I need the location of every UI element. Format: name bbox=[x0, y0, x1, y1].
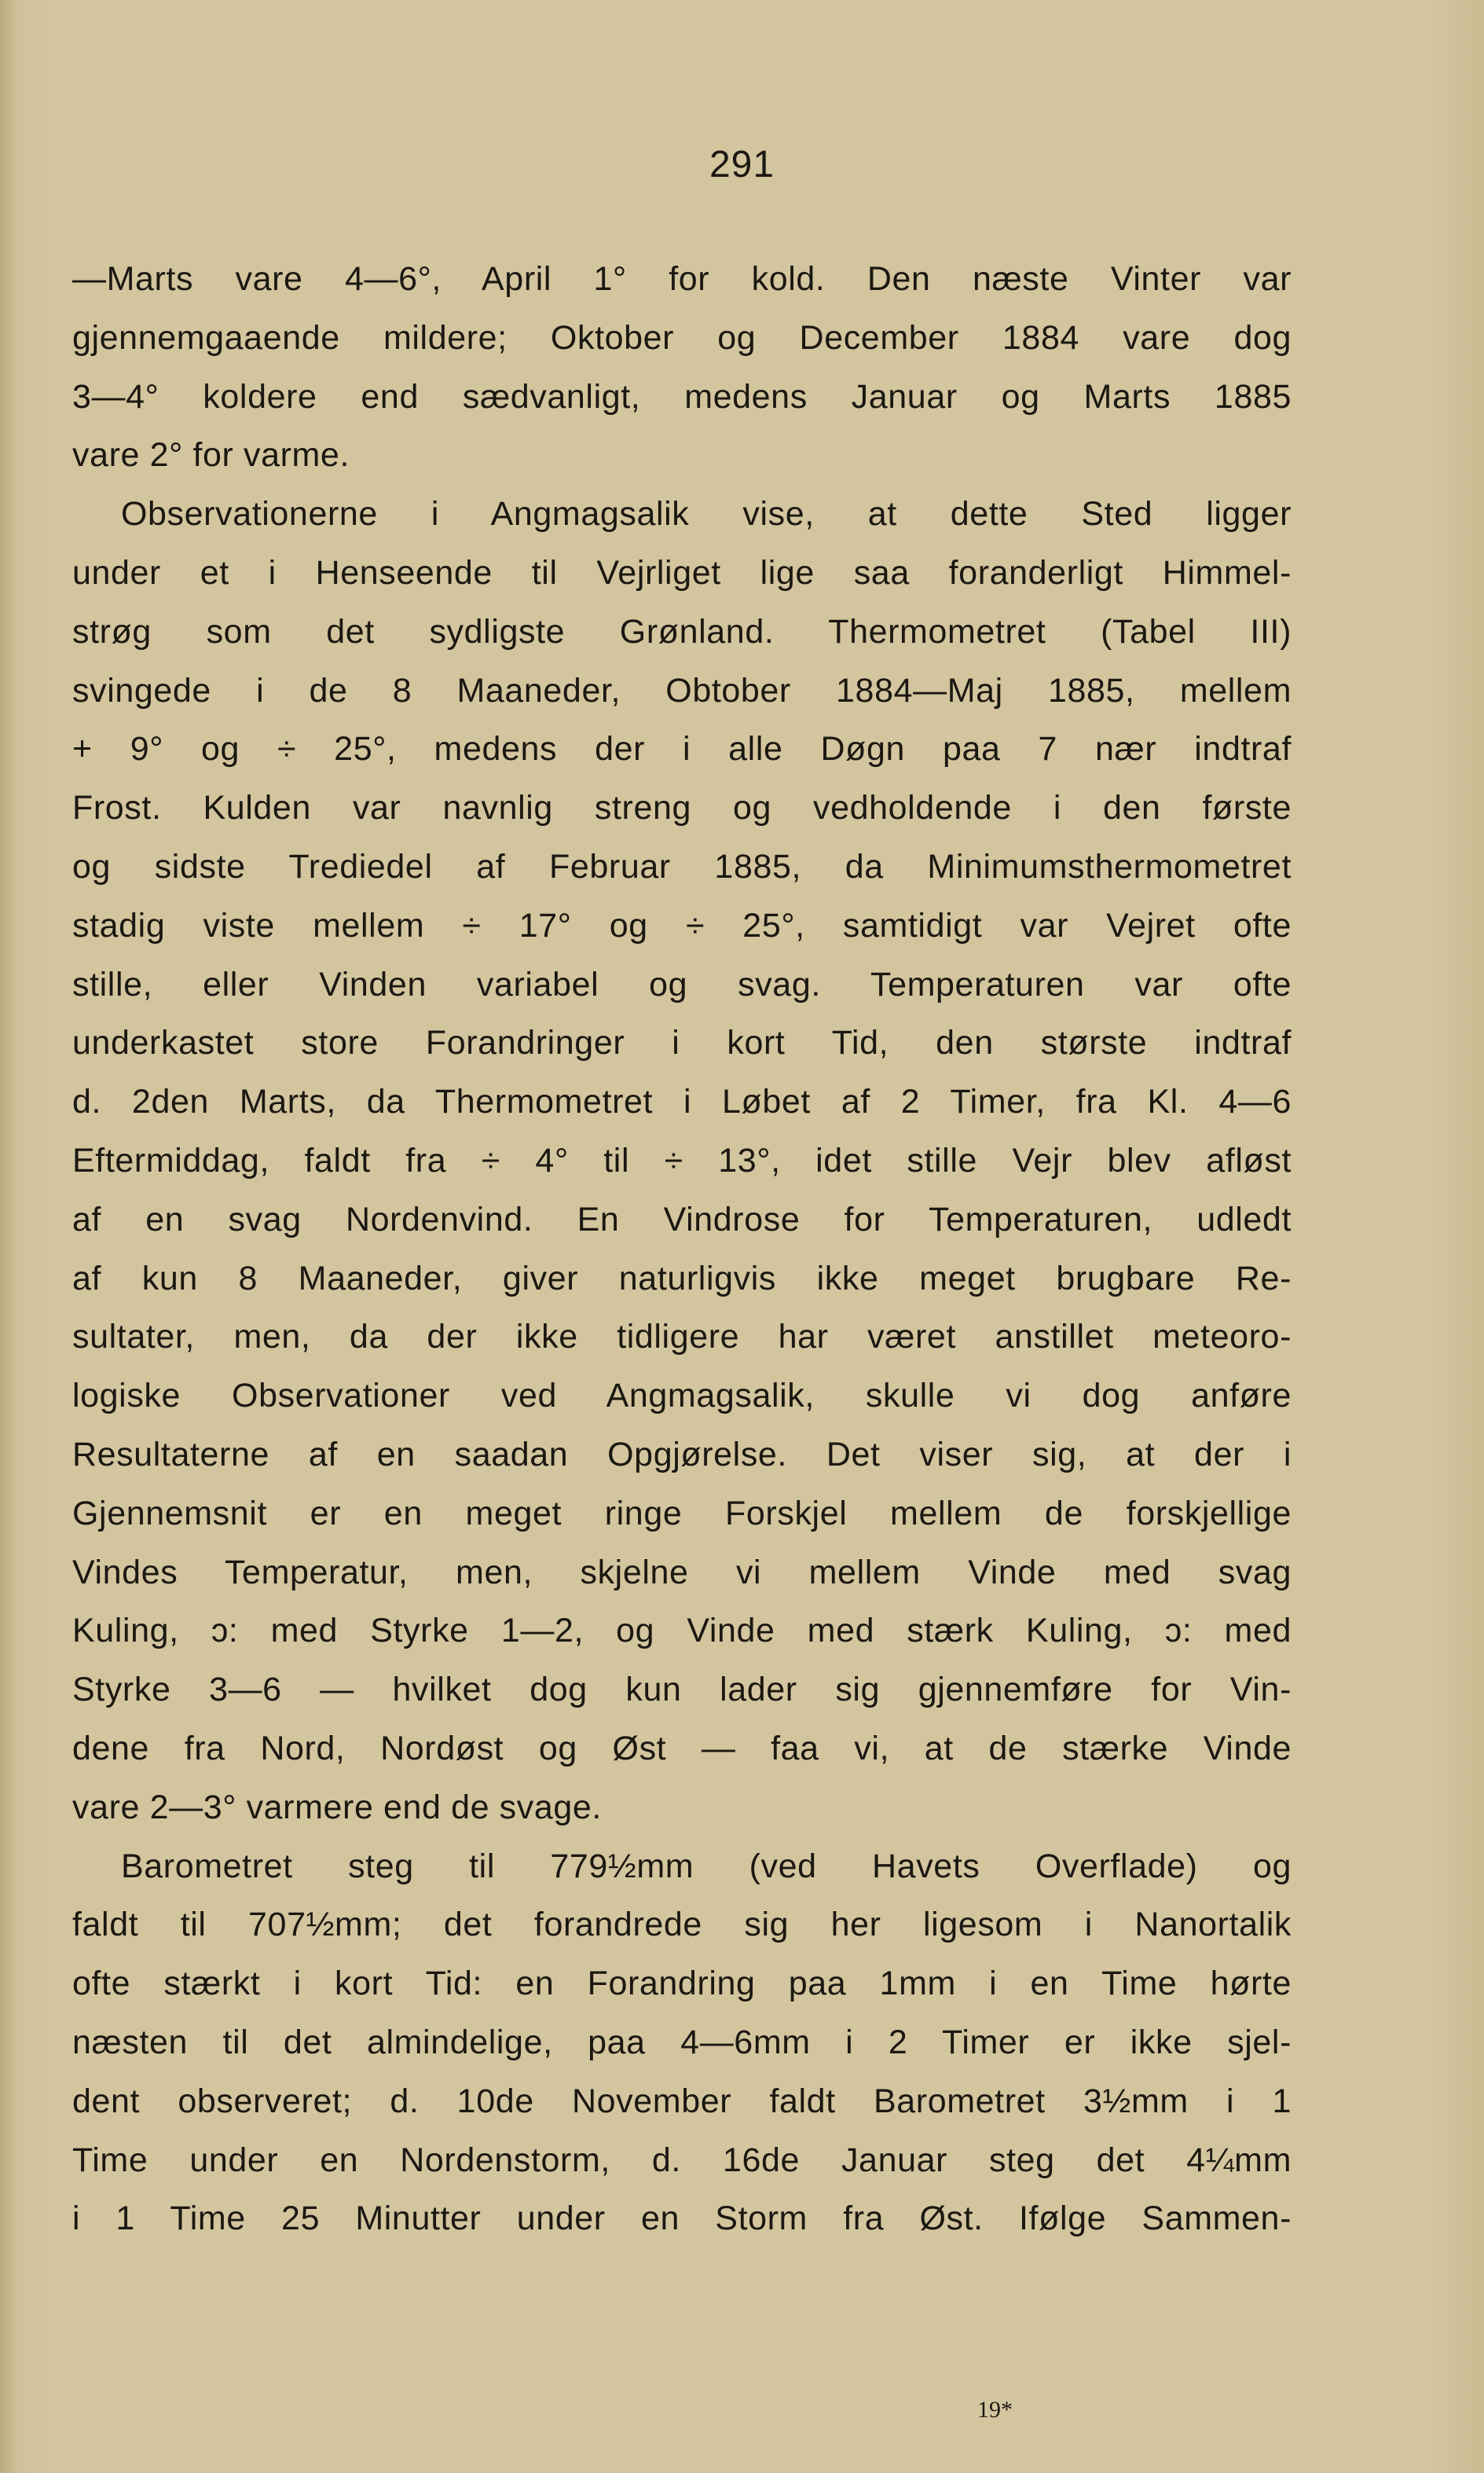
text-line: Kuling, ɔ: med Styrke 1—2, og Vinde med stærk Kuling, ɔ: med bbox=[72, 1612, 1292, 1650]
text-line: faldt til 707½mm; det forandrede sig her ligesom i Nanortalik bbox=[72, 1906, 1292, 1944]
text-line: under et i Henseende til Vejrliget lige saa foranderligt Himmel- bbox=[72, 553, 1292, 592]
text-line: Eftermiddag, faldt fra ÷ 4° til ÷ 13°, idet stille Vejr blev afløst bbox=[72, 1141, 1292, 1180]
text-line: dent observeret; d. 10de November faldt Barometret 3½mm i 1 bbox=[72, 2082, 1292, 2120]
text-line: + 9° og ÷ 25°, medens der i alle Døgn paa 7 nær indtraf bbox=[72, 730, 1292, 769]
text-line: underkastet store Forandringer i kort Tid, den største indtraf bbox=[72, 1024, 1292, 1062]
text-line: næsten til det almindelige, paa 4—6mm i 2 Timer er ikke sjel- bbox=[72, 2023, 1292, 2061]
text-line: af en svag Nordenvind. En Vindrose for Temperaturen, udledt bbox=[72, 1200, 1292, 1238]
signature-mark: 19* bbox=[977, 2397, 1013, 2423]
text-line: dene fra Nord, Nordøst og Øst — faa vi, at de stærke Vinde bbox=[72, 1729, 1292, 1767]
text-line: og sidste Trediedel af Februar 1885, da Minimumsthermometret bbox=[72, 847, 1292, 886]
text-line: vare 2° for varme. bbox=[72, 436, 350, 475]
page-number: 291 bbox=[709, 144, 775, 185]
text-line: af kun 8 Maaneder, giver naturligvis ikke meget brugbare Re- bbox=[72, 1259, 1292, 1297]
text-line: Resultaterne af en saadan Opgjørelse. Det viser sig, at der i bbox=[72, 1435, 1292, 1473]
text-line: stille, eller Vinden variabel og svag. Temperaturen var ofte bbox=[72, 965, 1292, 1004]
text-line: svingede i de 8 Maaneder, Obtober 1884—Maj 1885, mellem bbox=[72, 671, 1292, 710]
text-line: i 1 Time 25 Minutter under en Storm fra Øst. Ifølge Sammen- bbox=[72, 2200, 1292, 2238]
text-line: Styrke 3—6 — hvilket dog kun lader sig gjennemføre for Vin- bbox=[72, 1671, 1292, 1709]
text-line: —Marts vare 4—6°, April 1° for kold. Den næste Vinter var bbox=[72, 260, 1292, 298]
text-line: ofte stærkt i kort Tid: en Forandring paa 1mm i en Time hørte bbox=[72, 1965, 1292, 2003]
text-line: Time under en Nordenstorm, d. 16de Januar steg det 4¼mm bbox=[72, 2141, 1292, 2179]
text-line: sultater, men, da der ikke tidligere har været anstillet meteoro- bbox=[72, 1318, 1292, 1356]
body-text bbox=[72, 250, 1292, 2248]
text-line: d. 2den Marts, da Thermometret i Løbet af 2 Timer, fra Kl. 4—6 bbox=[72, 1083, 1292, 1121]
text-line: stadig viste mellem ÷ 17° og ÷ 25°, samtidigt var Vejret ofte bbox=[72, 906, 1292, 945]
text-line: Vindes Temperatur, men, skjelne vi mellem Vinde med svag bbox=[72, 1553, 1292, 1591]
text-line: gjennemgaaende mildere; Oktober og December 1884 vare dog bbox=[72, 318, 1292, 357]
paragraph-start-line: Barometret steg til 779½mm (ved Havets Overflade) og bbox=[121, 1847, 1292, 1885]
text-line: vare 2—3° varmere end de svage. bbox=[72, 1788, 602, 1826]
text-line: 3—4° koldere end sædvanligt, medens Januar og Marts 1885 bbox=[72, 377, 1292, 416]
text-line: Gjennemsnit er en meget ringe Forskjel mellem de forskjellige bbox=[72, 1494, 1292, 1532]
text-line: Frost. Kulden var navnlig streng og vedholdende i den første bbox=[72, 789, 1292, 827]
text-line: logiske Observationer ved Angmagsalik, skulle vi dog anføre bbox=[72, 1377, 1292, 1415]
paragraph-start-line: Observationerne i Angmagsalik vise, at dette Sted ligger bbox=[121, 495, 1292, 534]
text-line: strøg som det sydligste Grønland. Thermometret (Tabel III) bbox=[72, 612, 1292, 651]
